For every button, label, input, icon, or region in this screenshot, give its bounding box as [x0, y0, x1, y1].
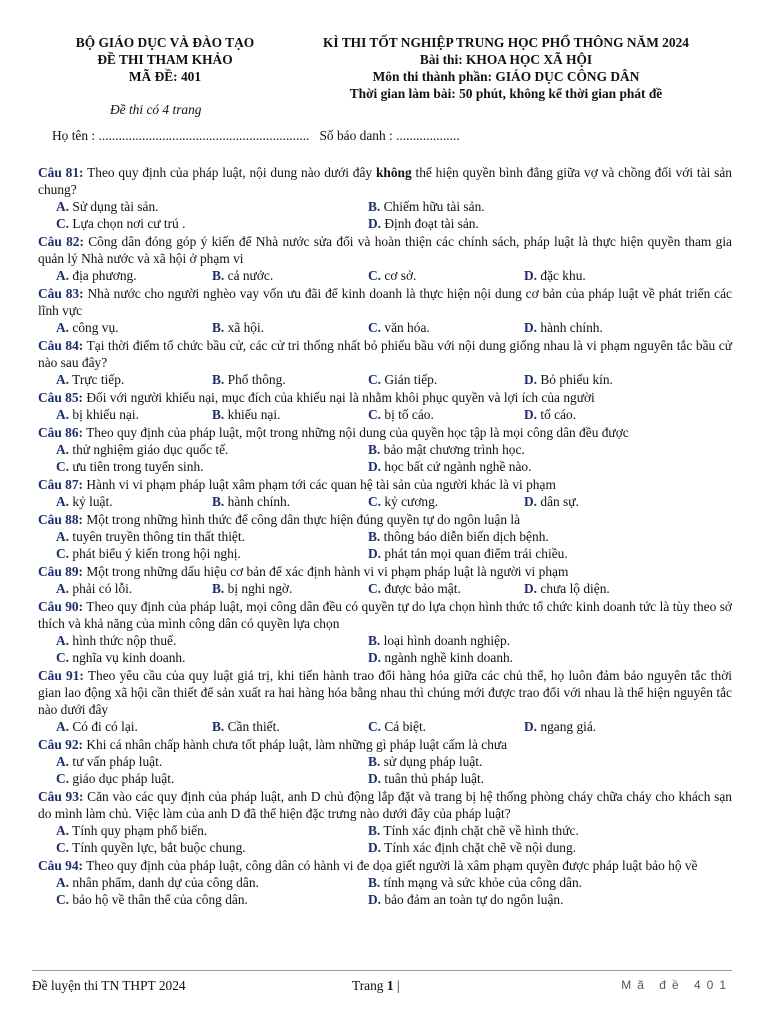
page-separator: | [393, 978, 400, 993]
option-text: chưa lộ diện. [537, 581, 610, 596]
option-letter: A. [56, 754, 70, 769]
option-letter: C. [368, 372, 382, 387]
answer-option [56, 493, 212, 510]
answer-option [368, 874, 680, 891]
option-text: nhân phẩm, danh dự của công dân. [69, 875, 259, 890]
option-text: Định đoạt tài sản. [381, 216, 479, 231]
answer-option [56, 822, 368, 839]
option-text: tuyên truyền thông tin thất thiệt. [69, 529, 245, 544]
answer-option [368, 753, 680, 770]
answer-option [212, 267, 368, 284]
option-letter: B. [368, 529, 381, 544]
answer-option [368, 458, 680, 475]
option-text: giáo dục pháp luật. [69, 771, 175, 786]
option-text: phải có lỗi. [69, 581, 133, 596]
answer-option [56, 319, 212, 336]
option-letter: B. [368, 199, 381, 214]
page-count-note: Đề thi có 4 trang [110, 102, 202, 117]
option-letter: C. [56, 459, 70, 474]
option-letter: C. [56, 216, 70, 231]
question-number: Câu 92: [38, 737, 84, 752]
exam-component: Môn thi thành phần: GIÁO DỤC CÔNG DÂN [372, 69, 640, 84]
option-letter: A. [56, 442, 70, 457]
answer-option [368, 770, 680, 787]
option-letter: A. [56, 372, 70, 387]
answer-option [368, 319, 524, 336]
option-text: học bất cứ ngành nghề nào. [381, 459, 532, 474]
option-letter: D. [524, 494, 538, 509]
answer-options [38, 528, 732, 562]
question-item [38, 857, 732, 908]
question-item [38, 563, 732, 597]
question-item [38, 667, 732, 735]
page-label: Trang [352, 978, 387, 993]
option-letter: B. [212, 407, 225, 422]
option-letter: D. [524, 372, 538, 387]
answer-option [368, 215, 680, 232]
option-text: ngành nghề kinh doanh. [381, 650, 514, 665]
answer-option [212, 319, 368, 336]
answer-options [38, 580, 732, 597]
option-text: Tính xác định chặt chẽ về nội dung. [381, 840, 577, 855]
question-text-continued: thể hiện quyền bình đẳng giữa vợ và chồng đối với tài sản chung? [38, 165, 732, 197]
option-text: ưu tiên trong tuyển sinh. [69, 459, 204, 474]
answer-option [368, 891, 680, 908]
footer-page [352, 977, 532, 994]
answer-options [38, 371, 732, 388]
question-stem [38, 164, 732, 198]
question-stem [38, 667, 732, 718]
question-item [38, 233, 732, 284]
question-item [38, 389, 732, 423]
option-text: bảo đảm an toàn tự do ngôn luận. [381, 892, 564, 907]
question-number: Câu 84: [38, 338, 84, 353]
answer-options [38, 267, 732, 284]
question-stem [38, 563, 732, 580]
answer-option [56, 371, 212, 388]
answer-option [212, 718, 368, 735]
answer-options [38, 319, 732, 336]
option-letter: B. [368, 823, 381, 838]
question-stem [38, 598, 732, 632]
option-text: kỷ cương. [381, 494, 439, 509]
question-number: Câu 94: [38, 858, 84, 873]
option-letter: D. [368, 546, 382, 561]
answer-option [368, 198, 680, 215]
option-letter: A. [56, 268, 70, 283]
option-text: cơ sở. [381, 268, 417, 283]
question-stem [38, 736, 732, 753]
option-letter: D. [368, 840, 382, 855]
answer-option [56, 718, 212, 735]
option-letter: D. [368, 771, 382, 786]
questions-list [38, 164, 732, 908]
option-letter: C. [56, 840, 70, 855]
option-letter: B. [212, 268, 225, 283]
answer-option [212, 371, 368, 388]
option-text: văn hóa. [381, 320, 430, 335]
answer-options [38, 874, 732, 908]
option-text: ngang giá. [537, 719, 597, 734]
answer-options [38, 493, 732, 510]
option-text: cả nước. [224, 268, 274, 283]
option-text: hình thức nộp thuế. [69, 633, 177, 648]
answer-options [38, 441, 732, 475]
option-text: bị khiếu nại. [69, 407, 139, 422]
answer-option [368, 493, 524, 510]
option-letter: D. [368, 892, 382, 907]
answer-option [524, 718, 680, 735]
answer-option [56, 839, 368, 856]
option-letter: A. [56, 407, 70, 422]
answer-option [212, 493, 368, 510]
question-item [38, 788, 732, 856]
option-letter: D. [368, 216, 382, 231]
page-number: 1 [386, 978, 394, 993]
option-text: xã hội. [224, 320, 265, 335]
option-letter: A. [56, 529, 70, 544]
option-text: Trực tiếp. [69, 372, 125, 387]
footer-exam-code: Mã đề 401 [621, 978, 732, 992]
option-text: Sử dụng tài sản. [69, 199, 159, 214]
question-text: Theo quy định của pháp luật, nội dung nào dưới đây [83, 165, 376, 180]
question-stem [38, 788, 732, 822]
option-text: Tính quy phạm phổ biến. [69, 823, 208, 838]
question-number: Câu 83: [38, 286, 84, 301]
question-number: Câu 86: [38, 425, 84, 440]
question-text: Theo quy định của pháp luật, một trong những nội dung của quyền học tập là mọi công dân đều được [83, 425, 629, 440]
option-text: bị nghi ngờ. [224, 581, 293, 596]
option-letter: C. [368, 407, 382, 422]
option-text: dân sự. [537, 494, 579, 509]
option-letter: B. [212, 494, 225, 509]
answer-option [368, 406, 524, 423]
answer-option [368, 718, 524, 735]
option-text: hành chính. [537, 320, 603, 335]
question-number: Câu 93: [38, 789, 84, 804]
option-letter: D. [524, 268, 538, 283]
question-text: Nhà nước cho người nghèo vay vốn ưu đãi để kinh doanh là thực hiện nội dung cơ bản của pháp luật về phát triển các lĩnh vực [38, 286, 732, 318]
question-item [38, 511, 732, 562]
answer-option [368, 545, 680, 562]
answer-option [368, 267, 524, 284]
option-letter: B. [368, 754, 381, 769]
question-number: Câu 89: [38, 564, 84, 579]
question-number: Câu 81: [38, 165, 84, 180]
option-letter: A. [56, 875, 70, 890]
question-item [38, 337, 732, 388]
option-text: sử dụng pháp luật. [380, 754, 483, 769]
answer-option [56, 406, 212, 423]
option-text: phát biểu ý kiến trong hội nghị. [69, 546, 241, 561]
option-letter: C. [56, 650, 70, 665]
exam-code: MÃ ĐỀ: 401 [128, 69, 202, 84]
answer-options [38, 753, 732, 787]
question-text: Hành vi vi phạm pháp luật xâm phạm tới các quan hệ tài sản của người khác là vi phạm [83, 477, 556, 492]
question-text: Theo quy định của pháp luật, công dân có hành vi đe dọa giết người là xâm phạm quyền được pháp luật bảo hộ về [83, 858, 698, 873]
question-stem [38, 389, 732, 406]
option-text: Lựa chọn nơi cư trú . [69, 216, 186, 231]
question-stem [38, 511, 732, 528]
answer-option [56, 441, 368, 458]
question-text: Một trong những dấu hiệu cơ bản để xác định hành vi vi phạm pháp luật là người vi phạm [83, 564, 569, 579]
answer-option [56, 215, 368, 232]
option-text: nghĩa vụ kinh doanh. [69, 650, 186, 665]
option-letter: A. [56, 719, 70, 734]
question-text: Theo quy định của pháp luật, mọi công dân đều có quyền tự do lựa chọn hình thức tổ chức kinh doanh tức là tùy theo sở thích và khả năng của mình công dân có quyền lựa chọn [38, 599, 732, 631]
option-letter: C. [368, 268, 382, 283]
question-item [38, 424, 732, 475]
option-text: Tính quyền lực, bắt buộc chung. [69, 840, 246, 855]
page-footer [32, 970, 732, 994]
option-text: đặc khu. [537, 268, 586, 283]
answer-option [368, 649, 680, 666]
answer-option [524, 319, 680, 336]
answer-option [56, 580, 212, 597]
question-item [38, 736, 732, 787]
answer-option [56, 198, 368, 215]
answer-option [368, 580, 524, 597]
option-text: Phổ thông. [224, 372, 286, 387]
question-text: Công dân đóng góp ý kiến để Nhà nước sửa đổi và hoàn thiện các chính sách, pháp luật là thực hiện quyền tham gia quản lý Nhà nước và xã hội ở phạm vi [38, 234, 732, 266]
answer-option [368, 528, 680, 545]
question-stem [38, 424, 732, 441]
option-text: Có đi có lại. [69, 719, 138, 734]
option-text: tư vấn pháp luật. [69, 754, 163, 769]
option-text: kỷ luật. [69, 494, 113, 509]
question-number: Câu 91: [38, 668, 84, 683]
name-label: Họ tên : ............................................................... [52, 128, 310, 143]
question-number: Câu 88: [38, 512, 84, 527]
option-text: thông báo diễn biến dịch bệnh. [380, 529, 549, 544]
option-letter: B. [212, 372, 225, 387]
answer-option [212, 406, 368, 423]
option-letter: D. [524, 320, 538, 335]
question-item [38, 598, 732, 666]
question-stem [38, 857, 732, 874]
option-text: được bảo mật. [381, 581, 461, 596]
option-text: công vụ. [69, 320, 119, 335]
option-letter: B. [368, 442, 381, 457]
answer-options [38, 822, 732, 856]
answer-options [38, 198, 732, 232]
option-text: thử nghiệm giáo dục quốc tế. [69, 442, 229, 457]
option-letter: D. [524, 581, 538, 596]
question-item [38, 164, 732, 232]
footer-title: Đề luyện thi TN THPT 2024 [32, 978, 186, 993]
answer-option [212, 580, 368, 597]
question-text: Tại thời điểm tổ chức bầu cử, các cử tri thống nhất bỏ phiếu bầu với nội dung giống nhau là vi phạm nguyên tắc bầu cử nào sau đây? [38, 338, 732, 370]
option-letter: D. [368, 459, 382, 474]
answer-option [524, 493, 680, 510]
option-text: bảo hộ về thân thể của công dân. [69, 892, 248, 907]
question-emphasis: không [375, 165, 412, 180]
option-text: phát tán mọi quan điểm trái chiều. [381, 546, 568, 561]
question-stem [38, 233, 732, 267]
question-stem [38, 476, 732, 493]
option-letter: B. [368, 633, 381, 648]
answer-option [56, 753, 368, 770]
option-letter: C. [56, 892, 70, 907]
answer-option [56, 874, 368, 891]
option-letter: B. [212, 320, 225, 335]
option-letter: C. [368, 320, 382, 335]
question-text: Một trong những hình thức để công dân thực hiện đúng quyền tự do ngôn luận là [83, 512, 521, 527]
option-letter: B. [368, 875, 381, 890]
option-text: Gián tiếp. [381, 372, 438, 387]
question-number: Câu 82: [38, 234, 84, 249]
option-letter: D. [524, 719, 538, 734]
question-stem [38, 285, 732, 319]
question-item [38, 476, 732, 510]
option-text: khiếu nại. [224, 407, 281, 422]
answer-option [56, 458, 368, 475]
option-text: bị tố cáo. [381, 407, 434, 422]
question-text: Căn vào các quy định của pháp luật, anh D chủ động lắp đặt và trang bị hệ thống phòng cháy chữa cháy cho khách sạn do mình làm chủ. Việc làm của anh D đã thể hiện đặc trưng nào dưới đây của pháp luật? [38, 789, 733, 821]
id-label: Số báo danh : ................... [319, 128, 460, 143]
question-item [38, 285, 732, 336]
answer-options [38, 406, 732, 423]
option-letter: C. [368, 719, 382, 734]
answer-option [56, 770, 368, 787]
option-letter: C. [368, 494, 382, 509]
ministry-name: BỘ GIÁO DỤC VÀ ĐÀO TẠO [75, 35, 255, 50]
option-text: tuân thủ pháp luật. [381, 771, 485, 786]
option-letter: C. [56, 771, 70, 786]
option-letter: D. [524, 407, 538, 422]
option-text: Cần thiết. [224, 719, 280, 734]
question-text: Khi cá nhân chấp hành chưa tốt pháp luật, làm những gì pháp luật cấm là chưa [83, 737, 508, 752]
option-text: Chiếm hữu tài sản. [380, 199, 485, 214]
option-text: loại hình doanh nghiệp. [380, 633, 511, 648]
option-letter: C. [368, 581, 382, 596]
option-letter: C. [56, 546, 70, 561]
answer-option [368, 632, 680, 649]
answer-option [524, 267, 680, 284]
option-text: địa phương. [69, 268, 137, 283]
answer-option [56, 649, 368, 666]
answer-options [38, 718, 732, 735]
answer-option [56, 891, 368, 908]
option-letter: B. [212, 581, 225, 596]
option-letter: A. [56, 823, 70, 838]
question-text: Theo yêu cầu của quy luật giá trị, khi tiến hành trao đổi hàng hóa giữa các chủ thể, họ luôn đảm bảo nguyên tắc thời gian lao động xã hội cần thiết để sản xuất ra hai hàng hóa bằng nhau thì chúng mới được trao đổi với nhau là thể hiện nguyên tắc nào dưới đây [38, 668, 732, 717]
question-number: Câu 90: [38, 599, 84, 614]
answer-option [368, 371, 524, 388]
question-number: Câu 87: [38, 477, 84, 492]
answer-option [368, 839, 680, 856]
option-text: tố cáo. [537, 407, 577, 422]
option-letter: A. [56, 320, 70, 335]
option-letter: A. [56, 581, 70, 596]
question-stem [38, 337, 732, 371]
option-letter: A. [56, 633, 70, 648]
option-text: Cá biệt. [381, 719, 427, 734]
answer-option [368, 822, 680, 839]
answer-option [368, 441, 680, 458]
option-text: hành chính. [224, 494, 291, 509]
answer-options [38, 632, 732, 666]
answer-option [524, 406, 680, 423]
exam-type: ĐỀ THI THAM KHẢO [97, 52, 233, 67]
answer-option [524, 371, 680, 388]
answer-option [56, 545, 368, 562]
exam-time: Thời gian làm bài: 50 phút, không kể thời gian phát đề [349, 86, 663, 101]
option-text: Tính xác định chặt chẽ về hình thức. [380, 823, 579, 838]
option-text: bảo mật chương trình học. [380, 442, 525, 457]
question-number: Câu 85: [38, 390, 84, 405]
exam-title: KÌ THI TỐT NGHIỆP TRUNG HỌC PHỔ THÔNG NĂM 2024 [323, 35, 689, 50]
question-text: Đối với người khiếu nại, mục đích của khiếu nại là nhằm khôi phục quyền và lợi ích của người [83, 390, 595, 405]
option-letter: A. [56, 494, 70, 509]
answer-option [56, 267, 212, 284]
option-letter: A. [56, 199, 70, 214]
option-letter: B. [212, 719, 225, 734]
option-text: Bỏ phiếu kín. [537, 372, 613, 387]
answer-option [56, 528, 368, 545]
option-text: tính mạng và sức khỏe của công dân. [380, 875, 583, 890]
answer-option [524, 580, 680, 597]
answer-option [56, 632, 368, 649]
candidate-info-line [52, 127, 460, 144]
exam-subject: Bài thi: KHOA HỌC XÃ HỘI [419, 52, 593, 67]
option-letter: D. [368, 650, 382, 665]
